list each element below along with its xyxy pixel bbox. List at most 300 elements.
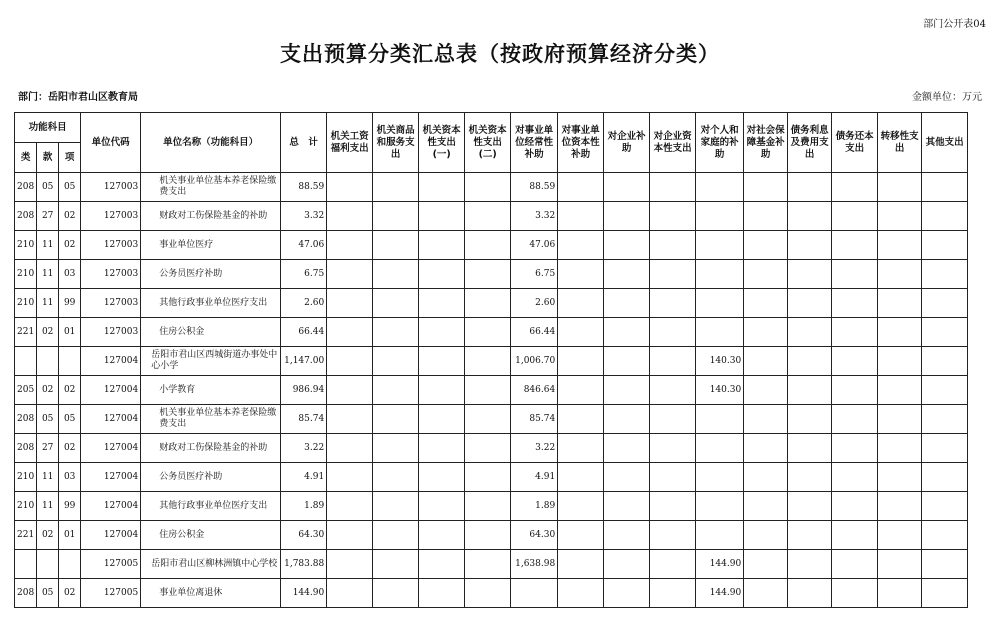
cell-econ-4 [511, 579, 558, 608]
cell-econ-0 [327, 202, 373, 231]
cell-econ-3 [465, 231, 511, 260]
cell-econ-3 [465, 434, 511, 463]
budget-table [14, 112, 968, 608]
cell-econ-5 [558, 202, 604, 231]
cell-econ-13 [922, 289, 968, 318]
cell-total: 144.90 [281, 579, 327, 608]
cell-econ-3 [465, 376, 511, 405]
cell-econ-6 [604, 521, 650, 550]
cell-econ-2 [419, 231, 465, 260]
table-row [15, 405, 968, 434]
header-econ-9: 对社会保障基金补助 [744, 113, 788, 173]
cell-econ-13 [922, 434, 968, 463]
cell-kuan: 05 [37, 405, 59, 434]
cell-kuan: 27 [37, 434, 59, 463]
cell-econ-6 [604, 405, 650, 434]
cell-econ-8: 140.30 [696, 376, 744, 405]
cell-lei: 221 [15, 521, 37, 550]
cell-xiang: 03 [59, 463, 81, 492]
cell-xiang: 03 [59, 260, 81, 289]
unit-name-text: 事业单位医疗 [159, 239, 214, 250]
cell-kuan: 05 [37, 173, 59, 202]
cell-econ-11 [832, 376, 878, 405]
cell-unit-code: 127003 [81, 231, 141, 260]
cell-econ-3 [465, 347, 511, 376]
cell-econ-1 [373, 405, 419, 434]
header-unit-name: 单位名称（功能科目） [141, 113, 281, 173]
cell-econ-5 [558, 260, 604, 289]
cell-lei: 208 [15, 202, 37, 231]
header-econ-6: 对企业补助 [604, 113, 650, 173]
cell-econ-2 [419, 318, 465, 347]
cell-econ-3 [465, 202, 511, 231]
cell-econ-7 [650, 579, 696, 608]
cell-econ-11 [832, 318, 878, 347]
cell-lei: 208 [15, 434, 37, 463]
header-econ-0: 机关工资福利支出 [327, 113, 373, 173]
cell-econ-6 [604, 202, 650, 231]
cell-econ-6 [604, 550, 650, 579]
cell-econ-13 [922, 202, 968, 231]
cell-econ-9 [744, 202, 788, 231]
cell-lei: 210 [15, 463, 37, 492]
cell-econ-7 [650, 521, 696, 550]
cell-econ-2 [419, 550, 465, 579]
cell-total: 4.91 [281, 463, 327, 492]
cell-econ-12 [878, 521, 922, 550]
cell-econ-2 [419, 347, 465, 376]
cell-econ-1 [373, 173, 419, 202]
unit-name-text: 事业单位离退休 [159, 587, 223, 598]
cell-total: 3.22 [281, 434, 327, 463]
cell-lei: 221 [15, 318, 37, 347]
unit-name-text: 岳阳市君山区西城街道办事处中心小学 [151, 350, 278, 371]
cell-econ-4: 3.22 [511, 434, 558, 463]
cell-econ-4: 64.30 [511, 521, 558, 550]
cell-kuan: 02 [37, 376, 59, 405]
cell-econ-9 [744, 318, 788, 347]
cell-unit-name [141, 173, 281, 202]
cell-xiang: 02 [59, 202, 81, 231]
cell-total: 3.32 [281, 202, 327, 231]
cell-econ-0 [327, 463, 373, 492]
cell-econ-2 [419, 521, 465, 550]
cell-unit-code: 127005 [81, 550, 141, 579]
cell-unit-name [141, 376, 281, 405]
cell-econ-7 [650, 173, 696, 202]
cell-econ-7 [650, 376, 696, 405]
cell-unit-name [141, 492, 281, 521]
cell-econ-0 [327, 318, 373, 347]
cell-econ-4: 4.91 [511, 463, 558, 492]
cell-econ-4: 88.59 [511, 173, 558, 202]
cell-econ-0 [327, 347, 373, 376]
cell-econ-8 [696, 492, 744, 521]
cell-econ-5 [558, 173, 604, 202]
cell-econ-4: 1.89 [511, 492, 558, 521]
cell-econ-12 [878, 318, 922, 347]
cell-econ-8 [696, 463, 744, 492]
cell-econ-6 [604, 579, 650, 608]
cell-lei: 210 [15, 492, 37, 521]
page-title: 支出预算分类汇总表（按政府预算经济分类） [280, 42, 720, 66]
cell-lei: 210 [15, 231, 37, 260]
cell-econ-10 [788, 579, 832, 608]
cell-kuan: 11 [37, 492, 59, 521]
cell-econ-2 [419, 289, 465, 318]
header-econ-13: 其他支出 [922, 113, 968, 173]
cell-econ-10 [788, 492, 832, 521]
cell-unit-name [141, 202, 281, 231]
cell-econ-10 [788, 173, 832, 202]
table-row [15, 173, 968, 202]
cell-xiang: 01 [59, 521, 81, 550]
cell-econ-1 [373, 260, 419, 289]
unit-name-text: 住房公积金 [159, 529, 205, 540]
cell-econ-1 [373, 289, 419, 318]
amount-unit-label: 金额单位：万元 [912, 92, 982, 103]
header-econ-7: 对企业资本性支出 [650, 113, 696, 173]
cell-econ-6 [604, 434, 650, 463]
cell-econ-10 [788, 550, 832, 579]
cell-econ-8: 144.90 [696, 550, 744, 579]
cell-econ-12 [878, 289, 922, 318]
cell-econ-2 [419, 405, 465, 434]
unit-name-text: 财政对工伤保险基金的补助 [159, 210, 268, 221]
cell-econ-3 [465, 173, 511, 202]
cell-xiang [59, 347, 81, 376]
cell-unit-code: 127003 [81, 318, 141, 347]
cell-econ-11 [832, 405, 878, 434]
table-row [15, 289, 968, 318]
table-row [15, 260, 968, 289]
cell-econ-1 [373, 550, 419, 579]
cell-econ-6 [604, 289, 650, 318]
cell-econ-5 [558, 521, 604, 550]
cell-econ-4: 6.75 [511, 260, 558, 289]
cell-econ-12 [878, 376, 922, 405]
cell-unit-name [141, 347, 281, 376]
cell-econ-6 [604, 347, 650, 376]
cell-econ-2 [419, 376, 465, 405]
cell-econ-2 [419, 463, 465, 492]
cell-xiang [59, 550, 81, 579]
unit-name-text: 公务员医疗补助 [159, 268, 223, 279]
cell-econ-6 [604, 463, 650, 492]
cell-econ-0 [327, 434, 373, 463]
header-econ-11: 债务还本支出 [832, 113, 878, 173]
cell-econ-12 [878, 231, 922, 260]
cell-xiang: 02 [59, 434, 81, 463]
cell-econ-7 [650, 347, 696, 376]
cell-econ-7 [650, 231, 696, 260]
unit-name-text: 公务员医疗补助 [159, 471, 223, 482]
cell-unit-name [141, 463, 281, 492]
cell-econ-4: 47.06 [511, 231, 558, 260]
cell-kuan: 11 [37, 463, 59, 492]
header-econ-10: 债务利息及费用支出 [788, 113, 832, 173]
cell-econ-11 [832, 231, 878, 260]
cell-econ-4: 1,006.70 [511, 347, 558, 376]
cell-lei: 208 [15, 405, 37, 434]
cell-econ-12 [878, 260, 922, 289]
cell-lei: 208 [15, 579, 37, 608]
cell-kuan [37, 550, 59, 579]
cell-total: 85.74 [281, 405, 327, 434]
cell-econ-12 [878, 202, 922, 231]
cell-econ-10 [788, 405, 832, 434]
cell-kuan: 05 [37, 579, 59, 608]
cell-econ-12 [878, 550, 922, 579]
cell-econ-8 [696, 260, 744, 289]
cell-econ-0 [327, 521, 373, 550]
cell-econ-11 [832, 521, 878, 550]
cell-econ-11 [832, 492, 878, 521]
header-econ-2: 机关资本性支出(一) [419, 113, 465, 173]
cell-econ-6 [604, 318, 650, 347]
table-row [15, 202, 968, 231]
cell-total: 1,147.00 [281, 347, 327, 376]
cell-total: 88.59 [281, 173, 327, 202]
cell-total: 6.75 [281, 260, 327, 289]
table-row [15, 231, 968, 260]
table-row [15, 463, 968, 492]
cell-econ-3 [465, 405, 511, 434]
cell-econ-4: 85.74 [511, 405, 558, 434]
cell-econ-5 [558, 405, 604, 434]
cell-unit-code: 127003 [81, 289, 141, 318]
cell-econ-7 [650, 463, 696, 492]
cell-econ-13 [922, 550, 968, 579]
cell-econ-2 [419, 202, 465, 231]
cell-econ-3 [465, 579, 511, 608]
cell-unit-code: 127004 [81, 405, 141, 434]
cell-econ-10 [788, 318, 832, 347]
header-row-1 [15, 113, 968, 143]
cell-econ-3 [465, 289, 511, 318]
cell-econ-10 [788, 231, 832, 260]
cell-econ-1 [373, 521, 419, 550]
cell-econ-13 [922, 579, 968, 608]
cell-econ-13 [922, 376, 968, 405]
form-number: 部门公开表04 [923, 19, 986, 30]
cell-econ-9 [744, 579, 788, 608]
cell-econ-11 [832, 434, 878, 463]
cell-econ-8 [696, 289, 744, 318]
cell-econ-13 [922, 231, 968, 260]
cell-kuan: 11 [37, 260, 59, 289]
cell-econ-0 [327, 173, 373, 202]
cell-econ-4: 3.32 [511, 202, 558, 231]
cell-econ-4: 846.64 [511, 376, 558, 405]
cell-econ-9 [744, 521, 788, 550]
cell-econ-13 [922, 492, 968, 521]
cell-unit-code: 127004 [81, 434, 141, 463]
unit-name-text: 机关事业单位基本养老保险缴费支出 [159, 176, 277, 197]
cell-econ-3 [465, 260, 511, 289]
header-econ-1: 机关商品和服务支出 [373, 113, 419, 173]
cell-econ-1 [373, 318, 419, 347]
cell-econ-3 [465, 318, 511, 347]
cell-econ-1 [373, 376, 419, 405]
cell-econ-6 [604, 376, 650, 405]
cell-unit-name [141, 260, 281, 289]
cell-econ-10 [788, 260, 832, 289]
department-label: 部门：岳阳市君山区教育局 [18, 92, 138, 103]
cell-econ-8 [696, 318, 744, 347]
cell-econ-1 [373, 231, 419, 260]
cell-econ-1 [373, 347, 419, 376]
cell-econ-2 [419, 579, 465, 608]
cell-econ-5 [558, 318, 604, 347]
header-econ-4: 对事业单位经常性补助 [511, 113, 558, 173]
cell-unit-name [141, 318, 281, 347]
table-row [15, 550, 968, 579]
table-row [15, 521, 968, 550]
cell-econ-0 [327, 376, 373, 405]
cell-econ-0 [327, 405, 373, 434]
unit-name-text: 岳阳市君山区柳林洲镇中心学校 [151, 558, 278, 569]
cell-total: 2.60 [281, 289, 327, 318]
cell-econ-1 [373, 202, 419, 231]
cell-econ-8 [696, 173, 744, 202]
cell-kuan [37, 347, 59, 376]
header-total: 总 计 [281, 113, 327, 173]
cell-econ-9 [744, 289, 788, 318]
cell-econ-0 [327, 231, 373, 260]
table-row [15, 347, 968, 376]
cell-econ-12 [878, 579, 922, 608]
cell-econ-1 [373, 463, 419, 492]
cell-econ-8: 140.30 [696, 347, 744, 376]
cell-econ-13 [922, 318, 968, 347]
cell-econ-11 [832, 173, 878, 202]
cell-xiang: 99 [59, 289, 81, 318]
cell-unit-code: 127003 [81, 260, 141, 289]
cell-econ-9 [744, 173, 788, 202]
cell-econ-8 [696, 231, 744, 260]
cell-econ-13 [922, 173, 968, 202]
cell-unit-code: 127004 [81, 463, 141, 492]
cell-xiang: 99 [59, 492, 81, 521]
table-row [15, 579, 968, 608]
cell-total: 64.30 [281, 521, 327, 550]
cell-econ-5 [558, 347, 604, 376]
unit-name-text: 财政对工伤保险基金的补助 [159, 442, 268, 453]
cell-econ-9 [744, 231, 788, 260]
cell-total: 986.94 [281, 376, 327, 405]
cell-econ-10 [788, 463, 832, 492]
cell-econ-4: 2.60 [511, 289, 558, 318]
cell-lei [15, 550, 37, 579]
cell-econ-13 [922, 347, 968, 376]
cell-econ-2 [419, 492, 465, 521]
cell-total: 1.89 [281, 492, 327, 521]
table-row [15, 318, 968, 347]
cell-econ-0 [327, 492, 373, 521]
cell-econ-9 [744, 463, 788, 492]
unit-name-text: 小学教育 [159, 384, 196, 395]
cell-econ-6 [604, 231, 650, 260]
cell-xiang: 05 [59, 405, 81, 434]
cell-econ-5 [558, 579, 604, 608]
cell-unit-code: 127004 [81, 347, 141, 376]
cell-kuan: 11 [37, 231, 59, 260]
cell-econ-10 [788, 376, 832, 405]
cell-econ-11 [832, 202, 878, 231]
cell-lei: 205 [15, 376, 37, 405]
cell-econ-7 [650, 202, 696, 231]
cell-econ-13 [922, 405, 968, 434]
cell-econ-11 [832, 579, 878, 608]
cell-econ-0 [327, 260, 373, 289]
cell-unit-name [141, 434, 281, 463]
cell-lei [15, 347, 37, 376]
cell-econ-9 [744, 492, 788, 521]
cell-econ-11 [832, 260, 878, 289]
cell-econ-5 [558, 289, 604, 318]
cell-unit-code: 127003 [81, 173, 141, 202]
cell-econ-9 [744, 347, 788, 376]
cell-unit-code: 127004 [81, 492, 141, 521]
cell-econ-6 [604, 492, 650, 521]
cell-unit-name [141, 405, 281, 434]
cell-xiang: 01 [59, 318, 81, 347]
cell-econ-3 [465, 463, 511, 492]
cell-econ-5 [558, 463, 604, 492]
header-unit-code: 单位代码 [81, 113, 141, 173]
unit-name-text: 机关事业单位基本养老保险缴费支出 [159, 408, 277, 429]
cell-econ-4: 66.44 [511, 318, 558, 347]
cell-econ-8 [696, 202, 744, 231]
cell-econ-13 [922, 463, 968, 492]
cell-econ-7 [650, 550, 696, 579]
cell-econ-10 [788, 289, 832, 318]
cell-total: 1,783.88 [281, 550, 327, 579]
header-lei: 类 [15, 143, 37, 173]
cell-econ-11 [832, 463, 878, 492]
unit-name-text: 住房公积金 [159, 326, 205, 337]
cell-xiang: 02 [59, 579, 81, 608]
cell-kuan: 02 [37, 521, 59, 550]
table-row [15, 492, 968, 521]
cell-econ-12 [878, 434, 922, 463]
cell-econ-5 [558, 231, 604, 260]
cell-lei: 210 [15, 289, 37, 318]
cell-unit-code: 127005 [81, 579, 141, 608]
cell-econ-8 [696, 521, 744, 550]
cell-econ-7 [650, 260, 696, 289]
cell-xiang: 05 [59, 173, 81, 202]
cell-econ-6 [604, 173, 650, 202]
cell-econ-11 [832, 550, 878, 579]
cell-econ-1 [373, 434, 419, 463]
cell-econ-12 [878, 405, 922, 434]
cell-econ-0 [327, 579, 373, 608]
cell-econ-10 [788, 434, 832, 463]
cell-econ-5 [558, 376, 604, 405]
cell-econ-8 [696, 434, 744, 463]
cell-econ-7 [650, 492, 696, 521]
cell-econ-11 [832, 347, 878, 376]
unit-name-text: 其他行政事业单位医疗支出 [159, 297, 268, 308]
cell-unit-code: 127003 [81, 202, 141, 231]
header-func-subject: 功能科目 [15, 113, 81, 143]
cell-unit-name [141, 231, 281, 260]
unit-name-text: 其他行政事业单位医疗支出 [159, 500, 268, 511]
cell-kuan: 02 [37, 318, 59, 347]
cell-econ-2 [419, 260, 465, 289]
